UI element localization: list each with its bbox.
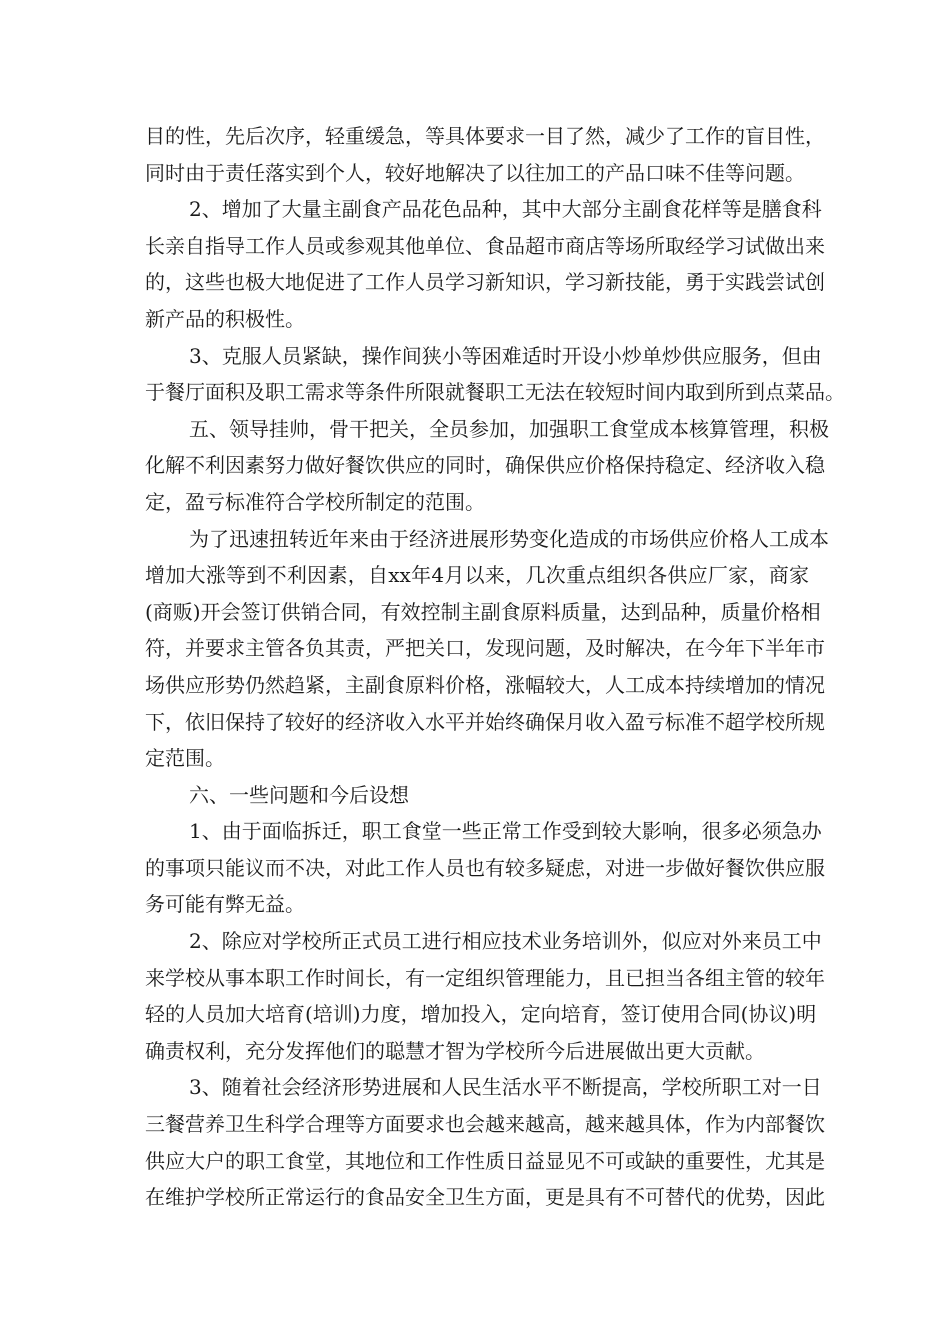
- text-line: 确责权利，充分发挥他们的聪慧才智为学校所今后进展做出更大贡献。: [145, 1038, 765, 1063]
- text-line: 化解不利因素努力做好餐饮供应的同时，确保供应价格保持稳定、经济收入稳: [145, 453, 825, 478]
- text-line: 增加大涨等到不利因素，自xx年4月以来，几次重点组织各供应厂家，商家: [145, 563, 809, 588]
- text-line: 五、领导挂帅，骨干把关，全员参加，加强职工食堂成本核算管理，积极: [189, 416, 829, 441]
- text-line: 为了迅速扭转近年来由于经济进展形势变化造成的市场供应价格人工成本: [189, 526, 829, 551]
- text-line: 长亲自指导工作人员或参观其他单位、食品超市商店等场所取经学习试做出来: [145, 233, 825, 258]
- text-line: 新产品的积极性。: [145, 306, 305, 331]
- text-line: 在维护学校所正常运行的食品安全卫生方面，更是具有不可替代的优势，因此: [145, 1185, 825, 1210]
- document-body: [145, 118, 845, 1216]
- text-line: 场供应形势仍然趋紧，主副食原料价格，涨幅较大，人工成本持续增加的情况: [145, 672, 825, 697]
- text-line: 轻的人员加大培育(培训)力度，增加投入，定向培育，签订使用合同(协议)明: [145, 1002, 817, 1027]
- text-line: (商贩)开会签订供销合同，有效控制主副食原料质量，达到品种，质量价格相: [145, 599, 821, 624]
- text-line: 供应大户的职工食堂，其地位和工作性质日益显见不可或缺的重要性，尤其是: [145, 1148, 825, 1173]
- text-line: 三餐营养卫生科学合理等方面要求也会越来越高，越来越具体，作为内部餐饮: [145, 1112, 825, 1137]
- text-line: 3、随着社会经济形势进展和人民生活水平不断提高，学校所职工对一日: [189, 1075, 822, 1100]
- text-line: 定，盈亏标准符合学校所制定的范围。: [145, 489, 485, 514]
- text-line: 目的性，先后次序，轻重缓急，等具体要求一目了然，减少了工作的盲目性，: [145, 124, 825, 148]
- text-line: 1、由于面临拆迁，职工食堂一些正常工作受到较大影响，很多必须急办: [189, 819, 822, 844]
- text-line: 来学校从事本职工作时间长，有一定组织管理能力，且已担当各组主管的较年: [145, 965, 825, 990]
- text-line: 符，并要求主管各负其责，严把关口，发现问题，及时解决，在今年下半年市: [145, 636, 825, 661]
- text-line: 的事项只能议而不决，对此工作人员也有较多疑虑，对进一步做好餐饮供应服: [145, 855, 825, 880]
- text-line: 于餐厅面积及职工需求等条件所限就餐职工无法在较短时间内取到所到点菜品。: [145, 380, 845, 405]
- text-line: 同时由于责任落实到个人，较好地解决了以往加工的产品口味不佳等问题。: [145, 160, 805, 185]
- text-line: 务可能有弊无益。: [145, 892, 305, 917]
- text-line: 下，依旧保持了较好的经济收入水平并始终确保月收入盈亏标准不超学校所规: [145, 709, 825, 734]
- text-line: 的，这些也极大地促进了工作人员学习新知识，学习新技能，勇于实践尝试创: [145, 270, 825, 295]
- text-line: 定范围。: [145, 746, 225, 771]
- text-line: 2、增加了大量主副食产品花色品种，其中大部分主副食花样等是膳食科: [189, 197, 822, 222]
- text-line: 六、一些问题和今后设想: [189, 782, 409, 807]
- text-line: 2、除应对学校所正式员工进行相应技术业务培训外，似应对外来员工中: [189, 929, 822, 954]
- text-line: 3、克服人员紧缺，操作间狭小等困难适时开设小炒单炒供应服务，但由: [189, 343, 822, 368]
